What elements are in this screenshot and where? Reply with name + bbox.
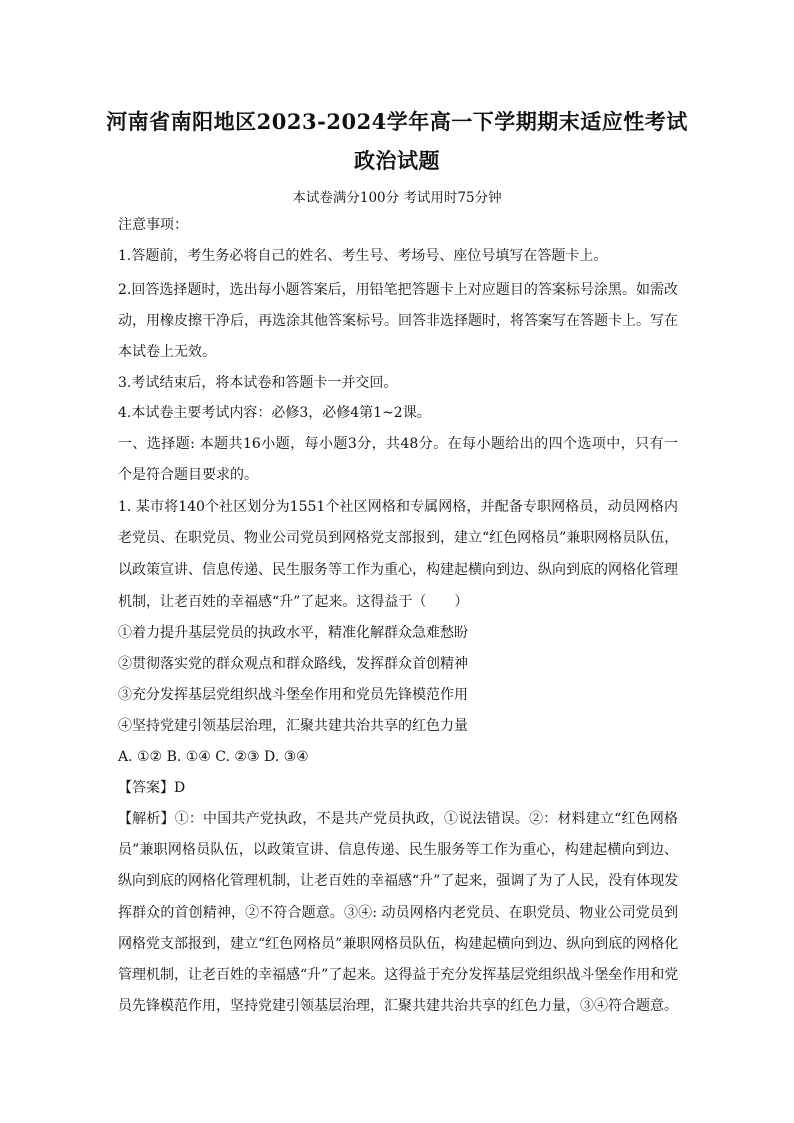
- notes-heading: 注意事项：: [118, 217, 188, 233]
- analysis-line-6: 管理机制，让老百姓的幸福感“升”了起来。这得益于充分发挥基层党组织战斗堡垒作用和党: [118, 967, 679, 983]
- question-choices: A. ①② B. ①④ C. ②③ D. ③④: [118, 749, 309, 765]
- analysis-line-3: 纵向到底的网格化管理机制，让老百姓的幸福感“升”了起来，强调了为了人民，没有体现发: [118, 873, 679, 889]
- note-item-3: 3.考试结束后，将本试卷和答题卡一并交回。: [118, 375, 398, 391]
- document-title: 河南省南阳地区2023-2024学年高一下学期期末适应性考试: [106, 109, 688, 134]
- question-option-2: ②贯彻落实党的群众观点和群众路线，发挥群众首创精神: [118, 656, 468, 672]
- question-option-4: ④坚持党建引领基层治理，汇聚共建共治共享的红色力量: [118, 718, 468, 734]
- section-intro-line-2: 个是符合题目要求的。: [118, 467, 258, 483]
- answer-line: 【答案】D: [118, 780, 186, 796]
- analysis-line-5: 网格党支部报到，建立“红色网格员”兼职网格员队伍，构建起横向到边、纵向到底的网格化: [118, 936, 679, 952]
- question-stem-line-3: 以政策宣讲、信息传递、民生服务等工作为重心，构建起横向到边、纵向到底的网格化管理: [118, 562, 678, 578]
- analysis-line-2: 员”兼职网格员队伍，以政策宣讲、信息传递、民生服务等工作为重心，构建起横向到边、: [118, 842, 678, 858]
- note-item-2-line-1: 2.回答选择题时，选出每小题答案后，用铅笔把答题卡上对应题目的答案标号涂黑。如需改: [118, 282, 678, 298]
- note-item-2-line-3: 本试卷上无效。: [118, 344, 216, 360]
- note-item-1: 1.答题前，考生务必将自己的姓名、考生号、考场号、座位号填写在答题卡上。: [118, 248, 608, 264]
- question-stem-line-1: 1. 某市将140个社区划分为1551个社区网格和专属网格，并配备专职网格员，动员网格内: [118, 499, 678, 515]
- exam-info: 本试卷满分100分 考试用时75分钟: [292, 190, 502, 206]
- question-option-3: ③充分发挥基层党组织战斗堡垒作用和党员先锋模范作用: [118, 687, 468, 703]
- analysis-line-1: 【解析】①：中国共产党执政，不是共产党员执政，①说法错误。②：材料建立“红色网格: [118, 811, 678, 827]
- document-subject: 政治试题: [354, 148, 440, 173]
- note-item-4: 4.本试卷主要考试内容：必修3，必修4第1~2课。: [118, 405, 431, 421]
- question-option-1: ①着力提升基层党员的执政水平，精准化解群众急难愁盼: [118, 625, 468, 641]
- analysis-line-4: 挥群众的首创精神，②不符合题意。③④: 动员网格内老党员、在职党员、物业公司党员到: [118, 905, 678, 921]
- note-item-2-line-2: 动，用橡皮擦干净后，再选涂其他答案标号。回答非选择题时，将答案写在答题卡上。写在: [118, 313, 678, 329]
- analysis-line-7: 员先锋模范作用，坚持党建引领基层治理，汇聚共建共治共享的红色力量，③④符合题意。: [118, 998, 678, 1014]
- question-stem-line-2: 老党员、在职党员、物业公司党员到网格党支部报到，建立“红色网格员”兼职网格员队伍，: [118, 530, 679, 546]
- section-intro-line-1: 一、选择题: 本题共16小题，每小题3分，共48分。在每小题给出的四个选项中，只有一: [118, 436, 678, 452]
- question-stem-line-4: 机制，让老百姓的幸福感“升”了起来。这得益于（ ）: [118, 594, 469, 610]
